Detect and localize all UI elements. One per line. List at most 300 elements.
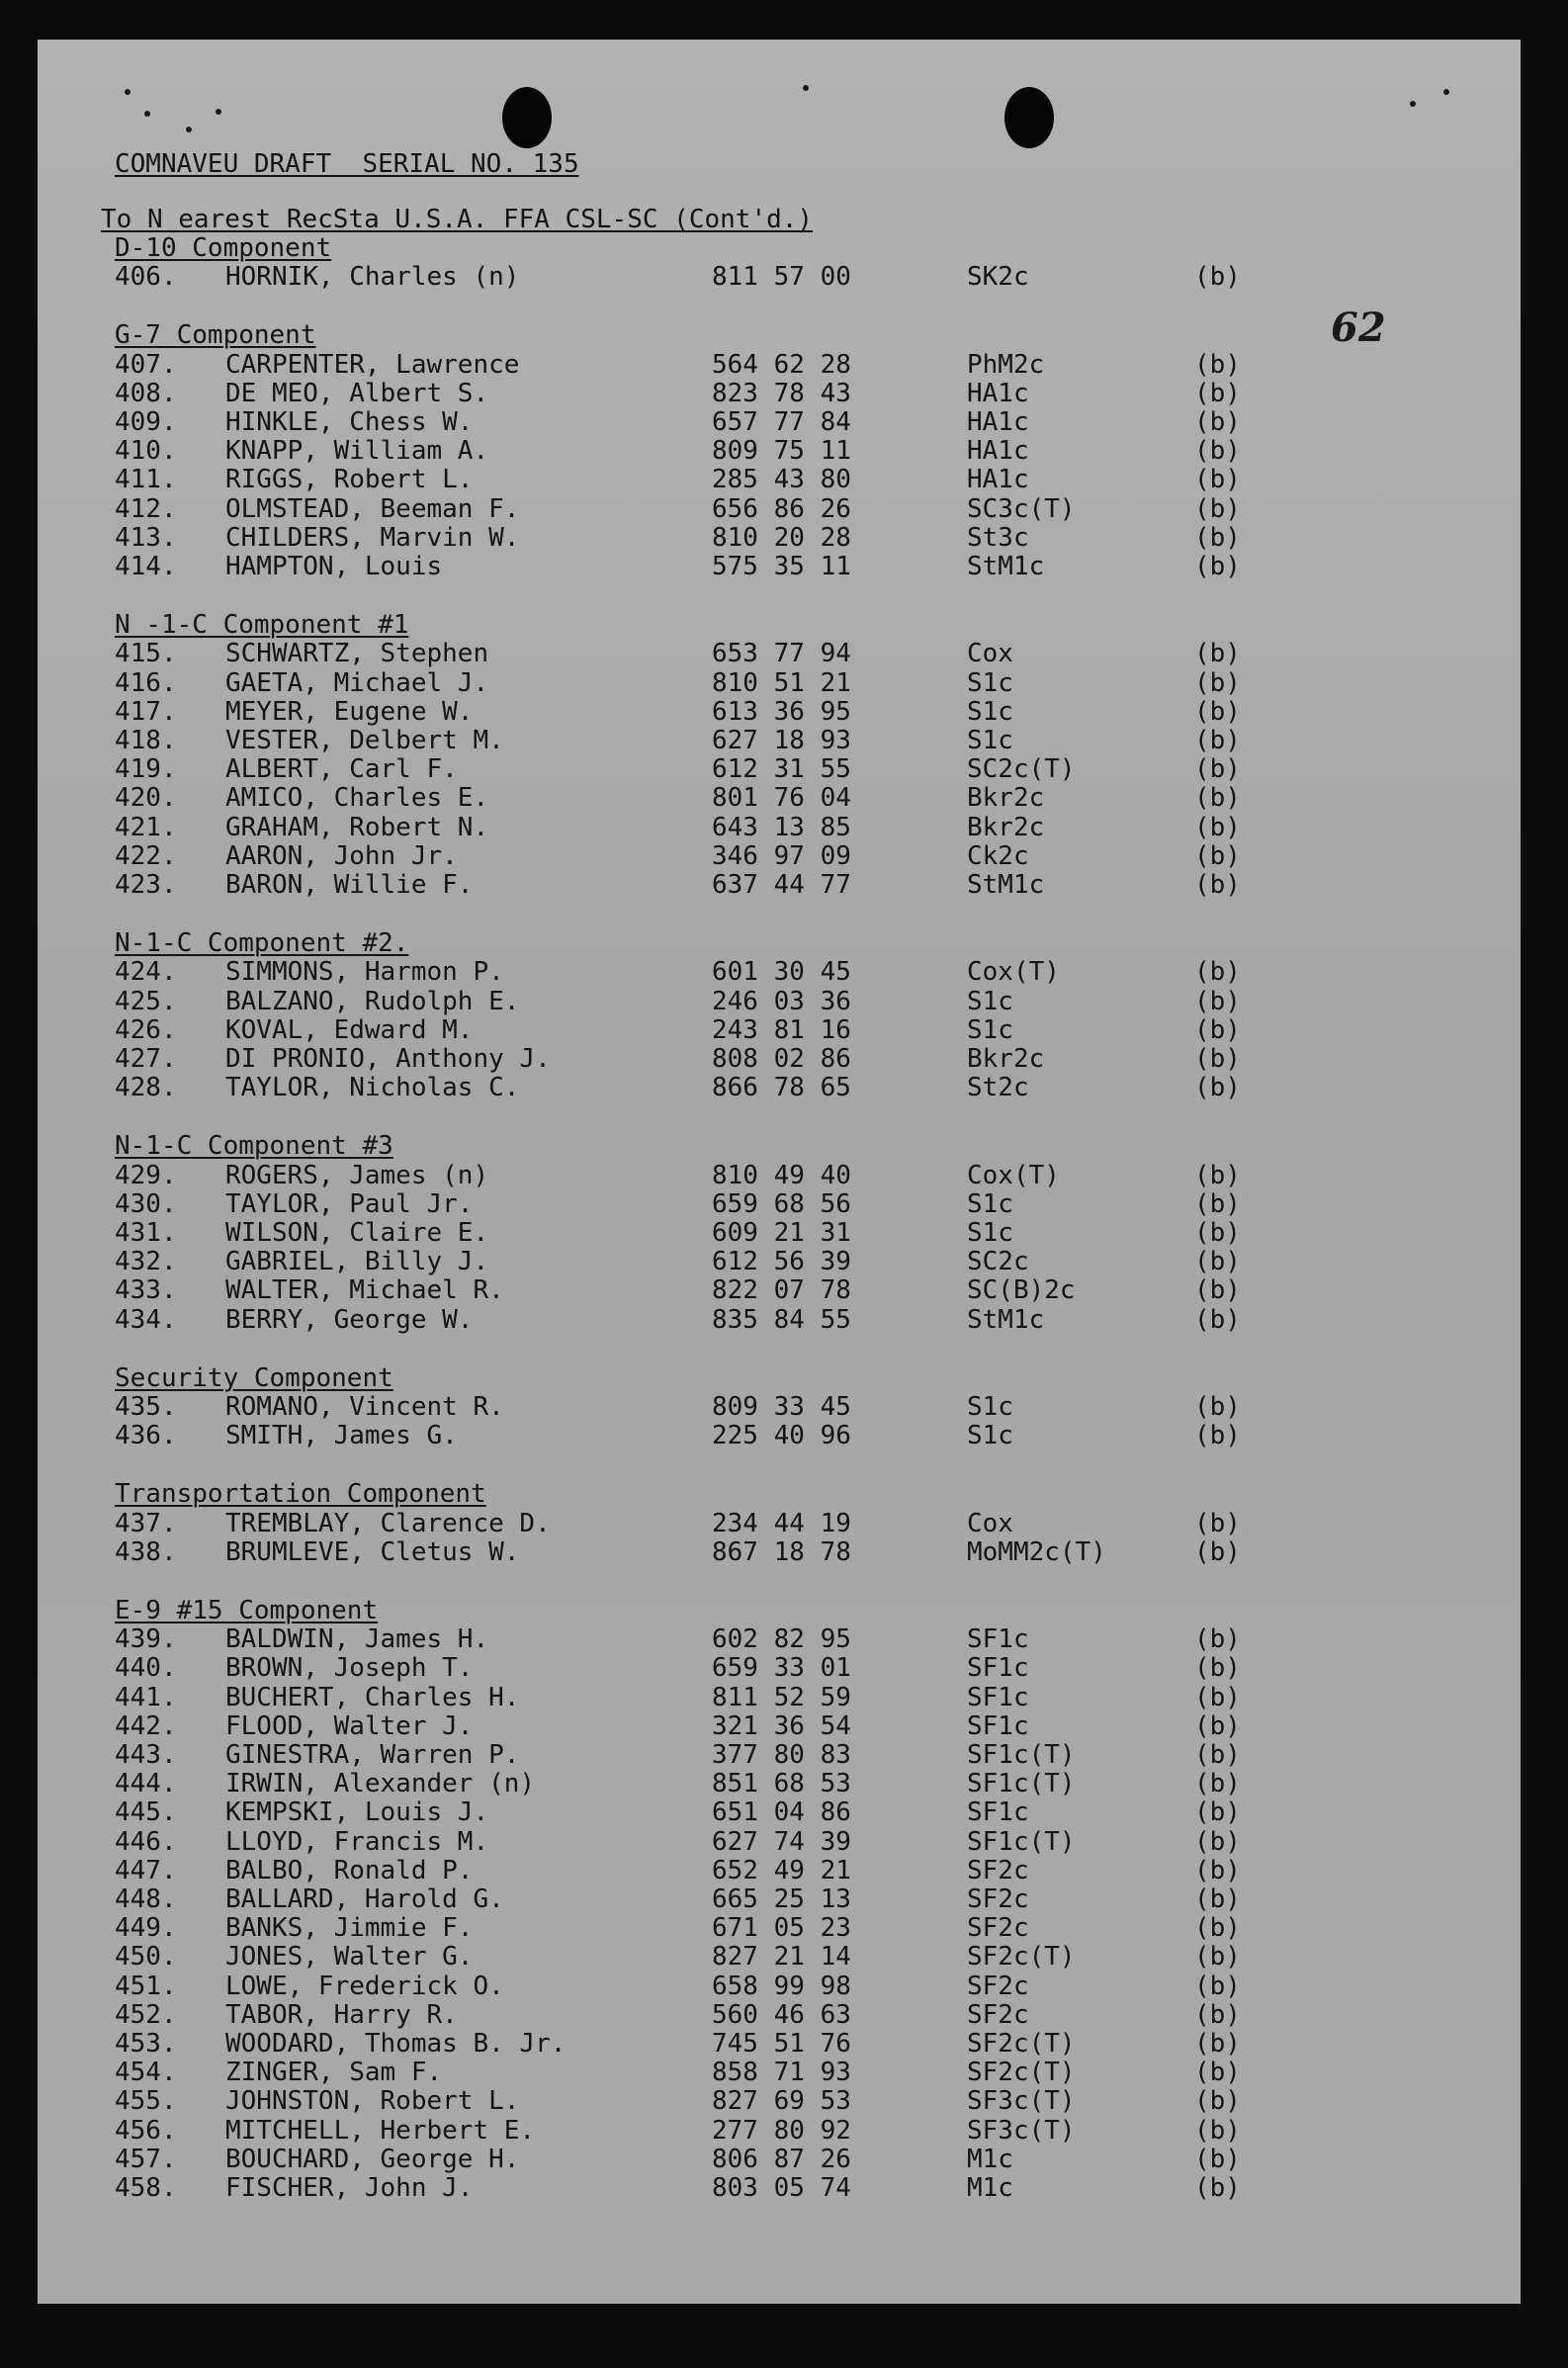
entry-number: 446.: [115, 1826, 177, 1857]
roster-row: [38, 437, 1521, 466]
entry-number: 415.: [115, 639, 177, 669]
roster-row: [38, 1741, 1521, 1770]
person-name: BALLARD, Harold G.: [225, 1885, 504, 1914]
roster-row: [38, 1973, 1521, 2001]
entry-number: 418.: [115, 726, 177, 755]
entry-number: 410.: [115, 436, 177, 467]
rating: SC3c(T): [967, 493, 1076, 524]
service-number: 643 13 85: [712, 812, 851, 842]
person-name: BALZANO, Rudolph E.: [225, 986, 520, 1016]
code-mark: (b): [1194, 1044, 1241, 1074]
code-mark: (b): [1194, 1653, 1241, 1684]
code-mark: (b): [1194, 2173, 1241, 2203]
person-name: BERRY, George W.: [225, 1304, 474, 1335]
code-mark: (b): [1194, 1971, 1241, 2001]
entry-number: 427.: [115, 1044, 177, 1074]
entry-number: 424.: [115, 957, 177, 988]
document-page: [38, 40, 1521, 2304]
code-mark: (b): [1194, 522, 1241, 553]
roster-row: [38, 2174, 1521, 2203]
service-number: 246 03 36: [712, 986, 851, 1016]
entry-number: 435.: [115, 1392, 177, 1422]
service-number: 745 51 76: [712, 2029, 851, 2059]
rating: SF3c(T): [967, 2115, 1076, 2146]
service-number: 811 57 00: [712, 262, 851, 293]
person-name: SMITH, James G.: [225, 1421, 458, 1451]
service-number: 346 97 09: [712, 840, 851, 871]
person-name: ZINGER, Sam F.: [225, 2058, 443, 2088]
entry-number: 426.: [115, 1014, 177, 1045]
person-name: BUCHERT, Charles H.: [225, 1682, 520, 1712]
entry-number: 450.: [115, 1942, 177, 1973]
service-number: 823 78 43: [712, 378, 851, 408]
service-number: 811 52 59: [712, 1682, 851, 1712]
entry-number: 409.: [115, 407, 177, 437]
roster-row: [38, 2146, 1521, 2174]
rating: SF2c(T): [967, 1942, 1076, 1973]
person-name: SIMMONS, Harmon P.: [225, 957, 504, 988]
code-mark: (b): [1194, 957, 1241, 988]
person-name: GAETA, Michael J.: [225, 667, 489, 698]
service-number: 809 75 11: [712, 436, 851, 467]
roster-row: [38, 380, 1521, 408]
roster-row: [38, 988, 1521, 1016]
service-number: 612 56 39: [712, 1247, 851, 1277]
roster-row: [38, 1016, 1521, 1045]
entry-number: 416.: [115, 667, 177, 698]
person-name: GINESTRA, Warren P.: [225, 1740, 520, 1770]
entry-number: 422.: [115, 840, 177, 871]
rating: SF1c(T): [967, 1826, 1076, 1857]
person-name: BARON, Willie F.: [225, 870, 474, 900]
person-name: MEYER, Eugene W.: [225, 696, 474, 727]
roster-row: [38, 553, 1521, 581]
entry-number: 453.: [115, 2029, 177, 2059]
roster-row: [38, 524, 1521, 553]
person-name: CHILDERS, Marvin W.: [225, 522, 520, 553]
service-number: 652 49 21: [712, 1855, 851, 1886]
person-name: BALBO, Ronald P.: [225, 1855, 474, 1886]
roster-row: [38, 640, 1521, 668]
roster-row: [38, 755, 1521, 784]
speck: [216, 109, 221, 115]
code-mark: (b): [1194, 1218, 1241, 1248]
person-name: ROMANO, Vincent R.: [225, 1392, 504, 1422]
entry-number: 420.: [115, 783, 177, 814]
person-name: ROGERS, James (n): [225, 1160, 489, 1190]
service-number: 867 18 78: [712, 1536, 851, 1567]
service-number: 803 05 74: [712, 2173, 851, 2203]
roster-row: [38, 1422, 1521, 1450]
service-number: 835 84 55: [712, 1304, 851, 1335]
rating: StM1c: [967, 1304, 1045, 1335]
code-mark: (b): [1194, 1769, 1241, 1799]
entry-number: 429.: [115, 1160, 177, 1190]
code-mark: (b): [1194, 1942, 1241, 1973]
entry-number: 423.: [115, 870, 177, 900]
section-title: G-7 Component: [115, 320, 316, 351]
roster-row: [38, 1306, 1521, 1335]
code-mark: (b): [1194, 2029, 1241, 2059]
speck: [1443, 89, 1449, 95]
rating: SF1c(T): [967, 1740, 1076, 1770]
service-number: 659 33 01: [712, 1653, 851, 1684]
code-mark: (b): [1194, 1014, 1241, 1045]
person-name: KNAPP, William A.: [225, 436, 489, 467]
rating: S1c: [967, 986, 1013, 1016]
code-mark: (b): [1194, 1826, 1241, 1857]
speck: [125, 89, 131, 95]
rating: SF1c: [967, 1798, 1029, 1828]
person-name: AARON, John Jr.: [225, 840, 458, 871]
rating: StM1c: [967, 870, 1045, 900]
service-number: 653 77 94: [712, 639, 851, 669]
service-number: 234 44 19: [712, 1508, 851, 1538]
service-number: 822 07 78: [712, 1275, 851, 1306]
rating: Ck2c: [967, 840, 1029, 871]
section-title: E-9 #15 Component: [115, 1596, 379, 1625]
entry-number: 440.: [115, 1653, 177, 1684]
roster-row: [38, 1190, 1521, 1219]
service-number: 321 36 54: [712, 1710, 851, 1741]
code-mark: (b): [1194, 2086, 1241, 2117]
rating: Cox: [967, 639, 1013, 669]
code-mark: (b): [1194, 2144, 1241, 2174]
service-number: 808 02 86: [712, 1044, 851, 1074]
entry-number: 439.: [115, 1624, 177, 1655]
code-mark: (b): [1194, 986, 1241, 1016]
person-name: JONES, Walter G.: [225, 1942, 474, 1973]
service-number: 627 18 93: [712, 726, 851, 755]
entry-number: 436.: [115, 1421, 177, 1451]
service-number: 866 78 65: [712, 1073, 851, 1103]
person-name: LOWE, Frederick O.: [225, 1971, 504, 2001]
roster-row: [38, 1828, 1521, 1857]
entry-number: 443.: [115, 1740, 177, 1770]
rating: SF2c: [967, 1885, 1029, 1914]
entry-number: 419.: [115, 754, 177, 785]
punch-hole-right: [1004, 87, 1054, 148]
code-mark: (b): [1194, 1188, 1241, 1219]
roster-row: [38, 1219, 1521, 1248]
service-number: 637 44 77: [712, 870, 851, 900]
person-name: BOUCHARD, George H.: [225, 2144, 520, 2174]
service-number: 564 62 28: [712, 349, 851, 380]
code-mark: (b): [1194, 1304, 1241, 1335]
roster-row: [38, 727, 1521, 755]
code-mark: (b): [1194, 1885, 1241, 1914]
section-title: D-10 Component: [115, 233, 332, 263]
section-title: N-1-C Component #3: [115, 1131, 393, 1162]
entry-number: 425.: [115, 986, 177, 1016]
person-name: HINKLE, Chess W.: [225, 407, 474, 437]
person-name: RIGGS, Robert L.: [225, 465, 474, 495]
rating: SF2c(T): [967, 2029, 1076, 2059]
entry-number: 451.: [115, 1971, 177, 2001]
roster-row: [38, 351, 1521, 380]
entry-number: 428.: [115, 1073, 177, 1103]
code-mark: (b): [1194, 696, 1241, 727]
person-name: HORNIK, Charles (n): [225, 262, 520, 293]
code-mark: (b): [1194, 1160, 1241, 1190]
roster-row: [38, 1248, 1521, 1276]
person-name: OLMSTEAD, Beeman F.: [225, 493, 520, 524]
code-mark: (b): [1194, 1913, 1241, 1944]
service-number: 560 46 63: [712, 1999, 851, 2030]
rating: SK2c: [967, 262, 1029, 293]
roster-row: [38, 669, 1521, 698]
entry-number: 452.: [115, 1999, 177, 2030]
service-number: 858 71 93: [712, 2058, 851, 2088]
roster-row: [38, 1654, 1521, 1683]
person-name: VESTER, Delbert M.: [225, 726, 504, 755]
entry-number: 406.: [115, 262, 177, 293]
roster-row: [38, 2001, 1521, 2030]
roster-row: [38, 263, 1521, 292]
code-mark: (b): [1194, 726, 1241, 755]
person-name: FLOOD, Walter J.: [225, 1710, 474, 1741]
rating: HA1c: [967, 436, 1029, 467]
service-number: 277 80 92: [712, 2115, 851, 2146]
entry-number: 456.: [115, 2115, 177, 2146]
rating: S1c: [967, 667, 1013, 698]
code-mark: (b): [1194, 2058, 1241, 2088]
rating: SF1c(T): [967, 1769, 1076, 1799]
person-name: MITCHELL, Herbert E.: [225, 2115, 536, 2146]
entry-number: 414.: [115, 552, 177, 581]
person-name: JOHNSTON, Robert L.: [225, 2086, 520, 2117]
code-mark: (b): [1194, 1999, 1241, 2030]
code-mark: (b): [1194, 1798, 1241, 1828]
roster-row: [38, 1798, 1521, 1827]
entry-number: 444.: [115, 1769, 177, 1799]
entry-number: 441.: [115, 1682, 177, 1712]
roster-row: [38, 495, 1521, 524]
rating: M1c: [967, 2144, 1013, 2174]
rating: SF1c: [967, 1624, 1029, 1655]
rating: St2c: [967, 1073, 1029, 1103]
code-mark: (b): [1194, 812, 1241, 842]
code-mark: (b): [1194, 840, 1241, 871]
person-name: IRWIN, Alexander (n): [225, 1769, 536, 1799]
entry-number: 412.: [115, 493, 177, 524]
destination-header: To N earest RecSta U.S.A. FFA CSL-SC (Cont'd.): [101, 205, 814, 234]
entry-number: 445.: [115, 1798, 177, 1828]
roster-row: [38, 1886, 1521, 1914]
roster-row: [38, 1045, 1521, 1074]
entry-number: 458.: [115, 2173, 177, 2203]
roster-row: [38, 1712, 1521, 1741]
section-title: Transportation Component: [115, 1479, 486, 1510]
service-number: 285 43 80: [712, 465, 851, 495]
rating: S1c: [967, 726, 1013, 755]
section-title: Security Component: [115, 1362, 393, 1393]
service-number: 613 36 95: [712, 696, 851, 727]
service-number: 810 20 28: [712, 522, 851, 553]
roster-row: [38, 408, 1521, 437]
rating: MoMM2c(T): [967, 1536, 1106, 1567]
person-name: TAYLOR, Nicholas C.: [225, 1073, 520, 1103]
rating: S1c: [967, 1392, 1013, 1422]
rating: SC(B)2c: [967, 1275, 1076, 1306]
roster-row: [38, 1625, 1521, 1654]
service-number: 225 40 96: [712, 1421, 851, 1451]
rating: SF2c(T): [967, 2058, 1076, 2088]
person-name: HAMPTON, Louis: [225, 552, 443, 581]
rating: HA1c: [967, 465, 1029, 495]
service-number: 809 33 45: [712, 1392, 851, 1422]
code-mark: (b): [1194, 783, 1241, 814]
rating: S1c: [967, 1188, 1013, 1219]
person-name: AMICO, Charles E.: [225, 783, 489, 814]
rating: Bkr2c: [967, 1044, 1045, 1074]
page-number: 62: [1331, 305, 1386, 351]
rating: SF1c: [967, 1682, 1029, 1712]
roster-row: [38, 698, 1521, 727]
roster-row: [38, 1276, 1521, 1305]
rating: SF2c: [967, 1999, 1029, 2030]
section-title: N -1-C Component #1: [115, 610, 409, 641]
code-mark: (b): [1194, 407, 1241, 437]
roster-row: [38, 1538, 1521, 1567]
code-mark: (b): [1194, 1073, 1241, 1103]
entry-number: 447.: [115, 1855, 177, 1886]
person-name: GRAHAM, Robert N.: [225, 812, 489, 842]
entry-number: 455.: [115, 2086, 177, 2117]
service-number: 658 99 98: [712, 1971, 851, 2001]
code-mark: (b): [1194, 870, 1241, 900]
code-mark: (b): [1194, 639, 1241, 669]
rating: SF1c: [967, 1710, 1029, 1741]
entry-number: 421.: [115, 812, 177, 842]
code-mark: (b): [1194, 436, 1241, 467]
roster-row: [38, 1393, 1521, 1422]
entry-number: 411.: [115, 465, 177, 495]
person-name: TAYLOR, Paul Jr.: [225, 1188, 474, 1219]
code-mark: (b): [1194, 1536, 1241, 1567]
code-mark: (b): [1194, 1421, 1241, 1451]
entry-number: 431.: [115, 1218, 177, 1248]
punch-hole-left: [502, 87, 552, 148]
person-name: FISCHER, John J.: [225, 2173, 474, 2203]
person-name: TREMBLAY, Clarence D.: [225, 1508, 551, 1538]
service-number: 612 31 55: [712, 754, 851, 785]
entry-number: 407.: [115, 349, 177, 380]
rating: PhM2c: [967, 349, 1045, 380]
rating: SC2c: [967, 1247, 1029, 1277]
rating: S1c: [967, 1218, 1013, 1248]
roster-row: [38, 1510, 1521, 1538]
code-mark: (b): [1194, 493, 1241, 524]
person-name: DI PRONIO, Anthony J.: [225, 1044, 551, 1074]
roster-row: [38, 1074, 1521, 1102]
code-mark: (b): [1194, 1710, 1241, 1741]
person-name: SCHWARTZ, Stephen: [225, 639, 489, 669]
service-number: 575 35 11: [712, 552, 851, 581]
code-mark: (b): [1194, 1682, 1241, 1712]
roster-row: [38, 1770, 1521, 1798]
entry-number: 408.: [115, 378, 177, 408]
service-number: 651 04 86: [712, 1798, 851, 1828]
code-mark: (b): [1194, 2115, 1241, 2146]
code-mark: (b): [1194, 465, 1241, 495]
person-name: ALBERT, Carl F.: [225, 754, 458, 785]
service-number: 851 68 53: [712, 1769, 851, 1799]
service-number: 665 25 13: [712, 1885, 851, 1914]
person-name: CARPENTER, Lawrence: [225, 349, 520, 380]
person-name: DE MEO, Albert S.: [225, 378, 489, 408]
person-name: KEMPSKI, Louis J.: [225, 1798, 489, 1828]
roster-row: [38, 958, 1521, 987]
rating: SF2c: [967, 1971, 1029, 2001]
rating: Cox: [967, 1508, 1013, 1538]
entry-number: 442.: [115, 1710, 177, 1741]
rating: SF3c(T): [967, 2086, 1076, 2117]
code-mark: (b): [1194, 1247, 1241, 1277]
entry-number: 454.: [115, 2058, 177, 2088]
service-number: 601 30 45: [712, 957, 851, 988]
code-mark: (b): [1194, 1855, 1241, 1886]
entry-number: 413.: [115, 522, 177, 553]
roster-row: [38, 2059, 1521, 2087]
rating: St3c: [967, 522, 1029, 553]
speck: [144, 111, 150, 117]
code-mark: (b): [1194, 1508, 1241, 1538]
service-number: 609 21 31: [712, 1218, 851, 1248]
roster-row: [38, 1162, 1521, 1190]
person-name: BANKS, Jimmie F.: [225, 1913, 474, 1944]
service-number: 810 51 21: [712, 667, 851, 698]
code-mark: (b): [1194, 552, 1241, 581]
serial-header: COMNAVEU DRAFT SERIAL NO. 135: [115, 149, 579, 179]
rating: SF1c: [967, 1653, 1029, 1684]
speck: [186, 127, 192, 132]
entry-number: 430.: [115, 1188, 177, 1219]
roster-row: [38, 2087, 1521, 2116]
code-mark: (b): [1194, 378, 1241, 408]
service-number: 243 81 16: [712, 1014, 851, 1045]
service-number: 656 86 26: [712, 493, 851, 524]
person-name: WALTER, Michael R.: [225, 1275, 504, 1306]
roster-row: [38, 2117, 1521, 2146]
service-number: 827 69 53: [712, 2086, 851, 2117]
person-name: BROWN, Joseph T.: [225, 1653, 474, 1684]
speck: [803, 85, 809, 91]
roster-row: [38, 2030, 1521, 2059]
code-mark: (b): [1194, 667, 1241, 698]
roster-row: [38, 1857, 1521, 1886]
service-number: 827 21 14: [712, 1942, 851, 1973]
service-number: 659 68 56: [712, 1188, 851, 1219]
rating: HA1c: [967, 407, 1029, 437]
person-name: BALDWIN, James H.: [225, 1624, 489, 1655]
rating: Cox(T): [967, 957, 1060, 988]
person-name: WOODARD, Thomas B. Jr.: [225, 2029, 566, 2059]
service-number: 602 82 95: [712, 1624, 851, 1655]
person-name: BRUMLEVE, Cletus W.: [225, 1536, 520, 1567]
roster-row: [38, 784, 1521, 813]
rating: StM1c: [967, 552, 1045, 581]
section-title: N-1-C Component #2.: [115, 928, 409, 959]
person-name: TABOR, Harry R.: [225, 1999, 458, 2030]
person-name: WILSON, Claire E.: [225, 1218, 489, 1248]
code-mark: (b): [1194, 1740, 1241, 1770]
service-number: 671 05 23: [712, 1913, 851, 1944]
rating: Bkr2c: [967, 812, 1045, 842]
roster-row: [38, 1943, 1521, 1972]
rating: SF2c: [967, 1913, 1029, 1944]
entry-number: 437.: [115, 1508, 177, 1538]
